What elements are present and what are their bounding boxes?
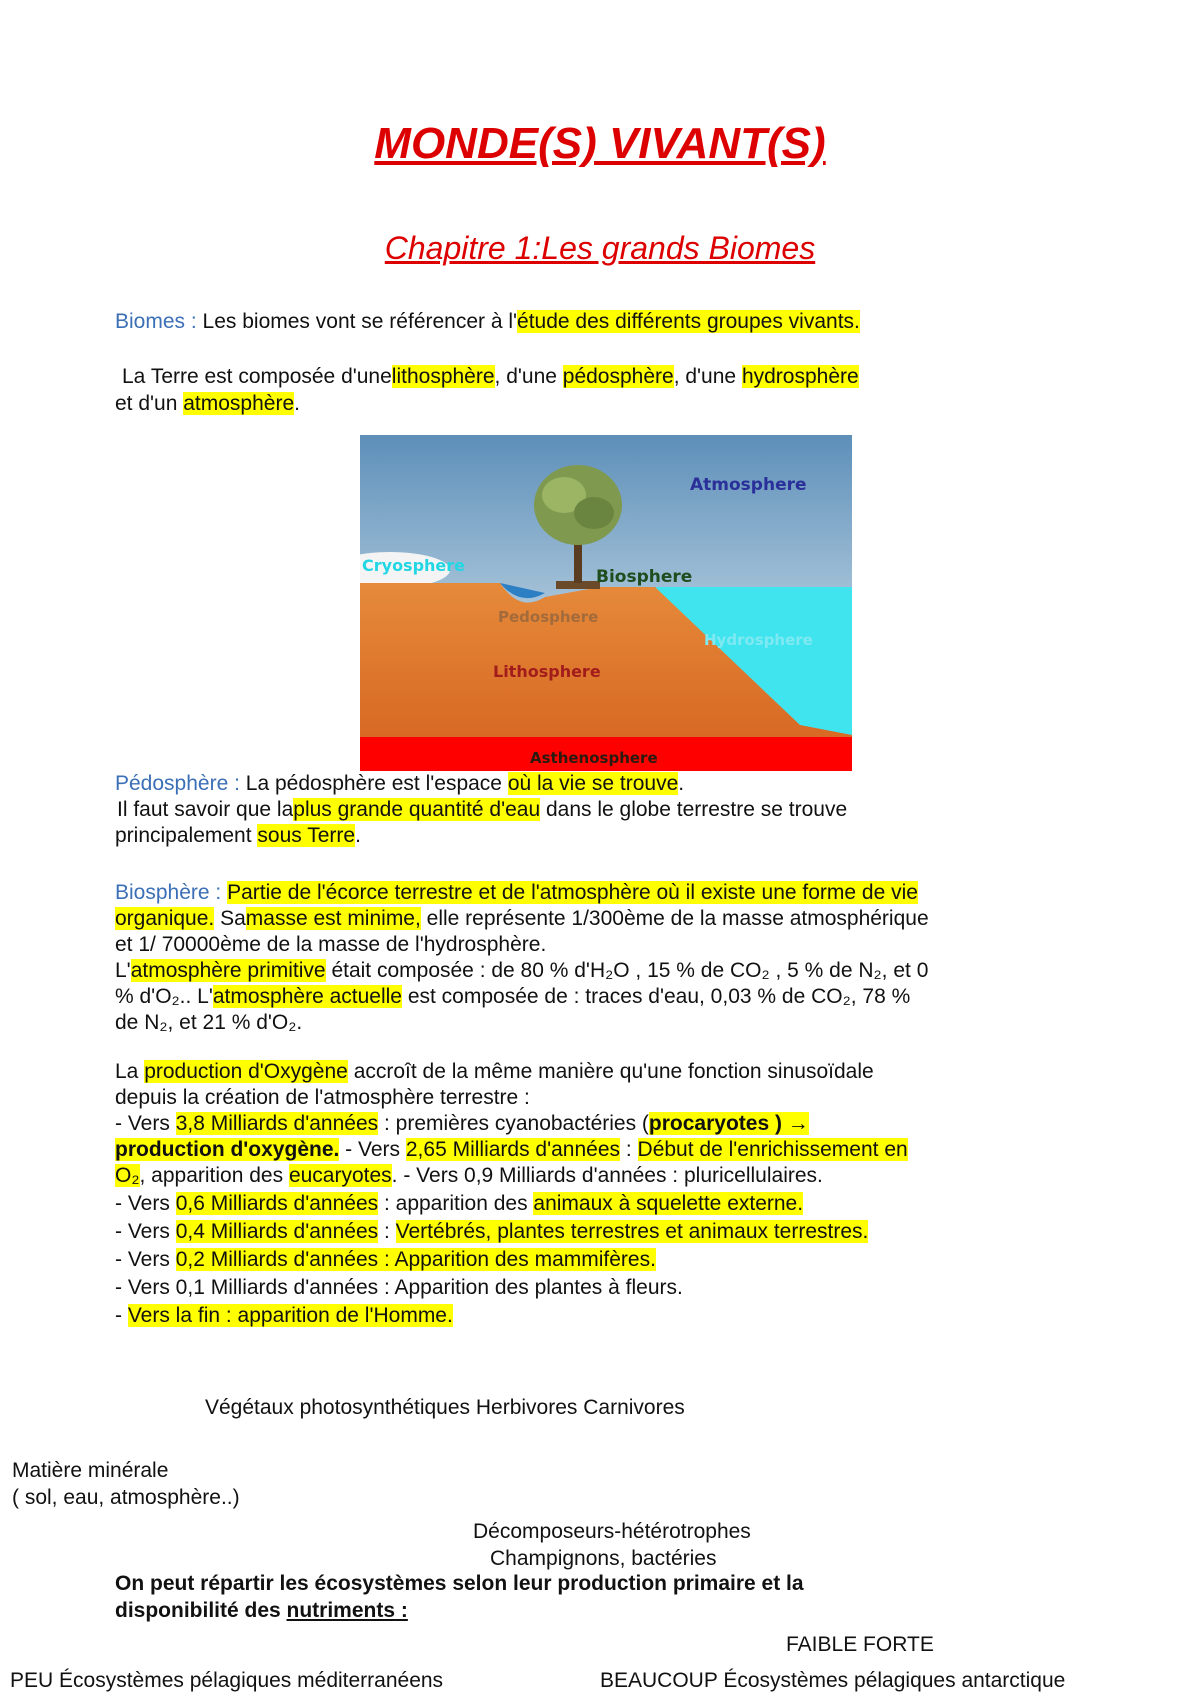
- ecosystem-row-right: BEAUCOUP Écosystèmes pélagiques antarctique: [600, 1669, 1066, 1692]
- oxygen-line6: - Vers 0,6 Milliards d'années : apparition des animaux à squelette externe.: [115, 1192, 804, 1215]
- lithosphere-label: Lithosphere: [493, 662, 601, 681]
- biosphere-line3: et 1/ 70000ème de la masse de l'hydrosphère.: [115, 933, 547, 956]
- earth-paragraph-line2: et d'un atmosphère.: [115, 392, 300, 415]
- decomposers-line2: Champignons, bactéries: [490, 1547, 717, 1570]
- ecosystems-statement-line2: disponibilité des nutriments :: [115, 1599, 408, 1622]
- production-header: FAIBLE FORTE: [786, 1633, 934, 1656]
- biosphere-line5: % d'O₂.. L'atmosphère actuelle est composée de : traces d'eau, 0,03 % de CO₂, 78 %: [115, 985, 911, 1008]
- oxygen-line8: - Vers 0,2 Milliards d'années : Apparition des mammifères.: [115, 1248, 656, 1271]
- nutriments-underlined: nutriments :: [286, 1599, 408, 1622]
- biosphere-term: Biosphère: [115, 881, 210, 904]
- oxygen-line5: O₂, apparition des eucaryotes. - Vers 0,9 Milliards d'années : pluricellulaires.: [115, 1164, 823, 1187]
- asthenosphere-label: Asthenosphere: [530, 749, 658, 767]
- oxygen-line4: production d'oxygène. - Vers 2,65 Milliards d'années : Début de l'enrichissement en: [115, 1138, 908, 1161]
- pedosphere-term: Pédosphère: [115, 772, 229, 795]
- biomes-paragraph: Biomes : Les biomes vont se référencer à l'étude des différents groupes vivants.: [115, 310, 860, 333]
- pedosphere-line3: principalement sous Terre.: [115, 824, 361, 847]
- oxygen-line10: - Vers la fin : apparition de l'Homme.: [115, 1304, 453, 1327]
- biosphere-line1: Biosphère : Partie de l'écorce terrestre et de l'atmosphère où il existe une forme de vie: [115, 881, 918, 904]
- biosphere-line2: organique. Samasse est minime, elle représente 1/300ème de la masse atmosphérique: [115, 907, 929, 930]
- earth-paragraph-line1: La Terre est composée d'unelithosphère, d'une pédosphère, d'une hydrosphère: [122, 365, 859, 388]
- oxygen-line2: depuis la création de l'atmosphère terrestre :: [115, 1086, 530, 1109]
- mineral-matter-line2: ( sol, eau, atmosphère..): [12, 1486, 240, 1509]
- biosphere-label: Biosphere: [596, 567, 693, 587]
- earth-spheres-diagram: [360, 435, 852, 771]
- hydrosphere-label: Hydrosphere: [704, 631, 813, 649]
- pedosphere-line2: Il faut savoir que laplus grande quantité d'eau dans le globe terrestre se trouve: [117, 798, 848, 821]
- decomposers-line1: Décomposeurs-hétérotrophes: [473, 1520, 751, 1543]
- ecosystem-row-left: PEU Écosystèmes pélagiques méditerranéens: [10, 1669, 444, 1692]
- pedosphere-label: Pedosphere: [498, 608, 599, 626]
- earth-spheres-figure: [360, 435, 852, 771]
- oxygen-line9: - Vers 0,1 Milliards d'années : Apparition des plantes à fleurs.: [115, 1276, 683, 1299]
- biosphere-line4: L'atmosphère primitive était composée : de 80 % d'H₂O , 15 % de CO₂ , 5 % de N₂, et 0: [115, 959, 929, 982]
- oxygen-line1: La production d'Oxygène accroît de la même manière qu'une fonction sinusoïdale: [115, 1060, 874, 1083]
- cryosphere-label: Cryosphere: [362, 556, 466, 575]
- mineral-matter-line1: Matière minérale: [12, 1459, 169, 1482]
- ecosystems-statement-line1: On peut répartir les écosystèmes selon leur production primaire et la: [115, 1572, 804, 1595]
- pedosphere-line1: Pédosphère : La pédosphère est l'espace où la vie se trouve.: [115, 772, 685, 795]
- atmosphere-label: Atmosphere: [690, 475, 807, 495]
- biomes-term: Biomes: [115, 310, 186, 333]
- chapter-title: Chapitre 1:Les grands Biomes: [384, 230, 816, 266]
- page-title: MONDE(S) VIVANT(S): [374, 119, 826, 168]
- oxygen-line7: - Vers 0,4 Milliards d'années : Vertébrés, plantes terrestres et animaux terrestres.: [115, 1220, 869, 1243]
- oxygen-line3: - Vers 3,8 Milliards d'années : premières cyanobactéries (procaryotes ) →: [115, 1112, 809, 1135]
- trophic-levels: Végétaux photosynthétiques Herbivores Carnivores: [205, 1396, 685, 1419]
- biosphere-line6: de N₂, et 21 % d'O₂.: [115, 1011, 303, 1034]
